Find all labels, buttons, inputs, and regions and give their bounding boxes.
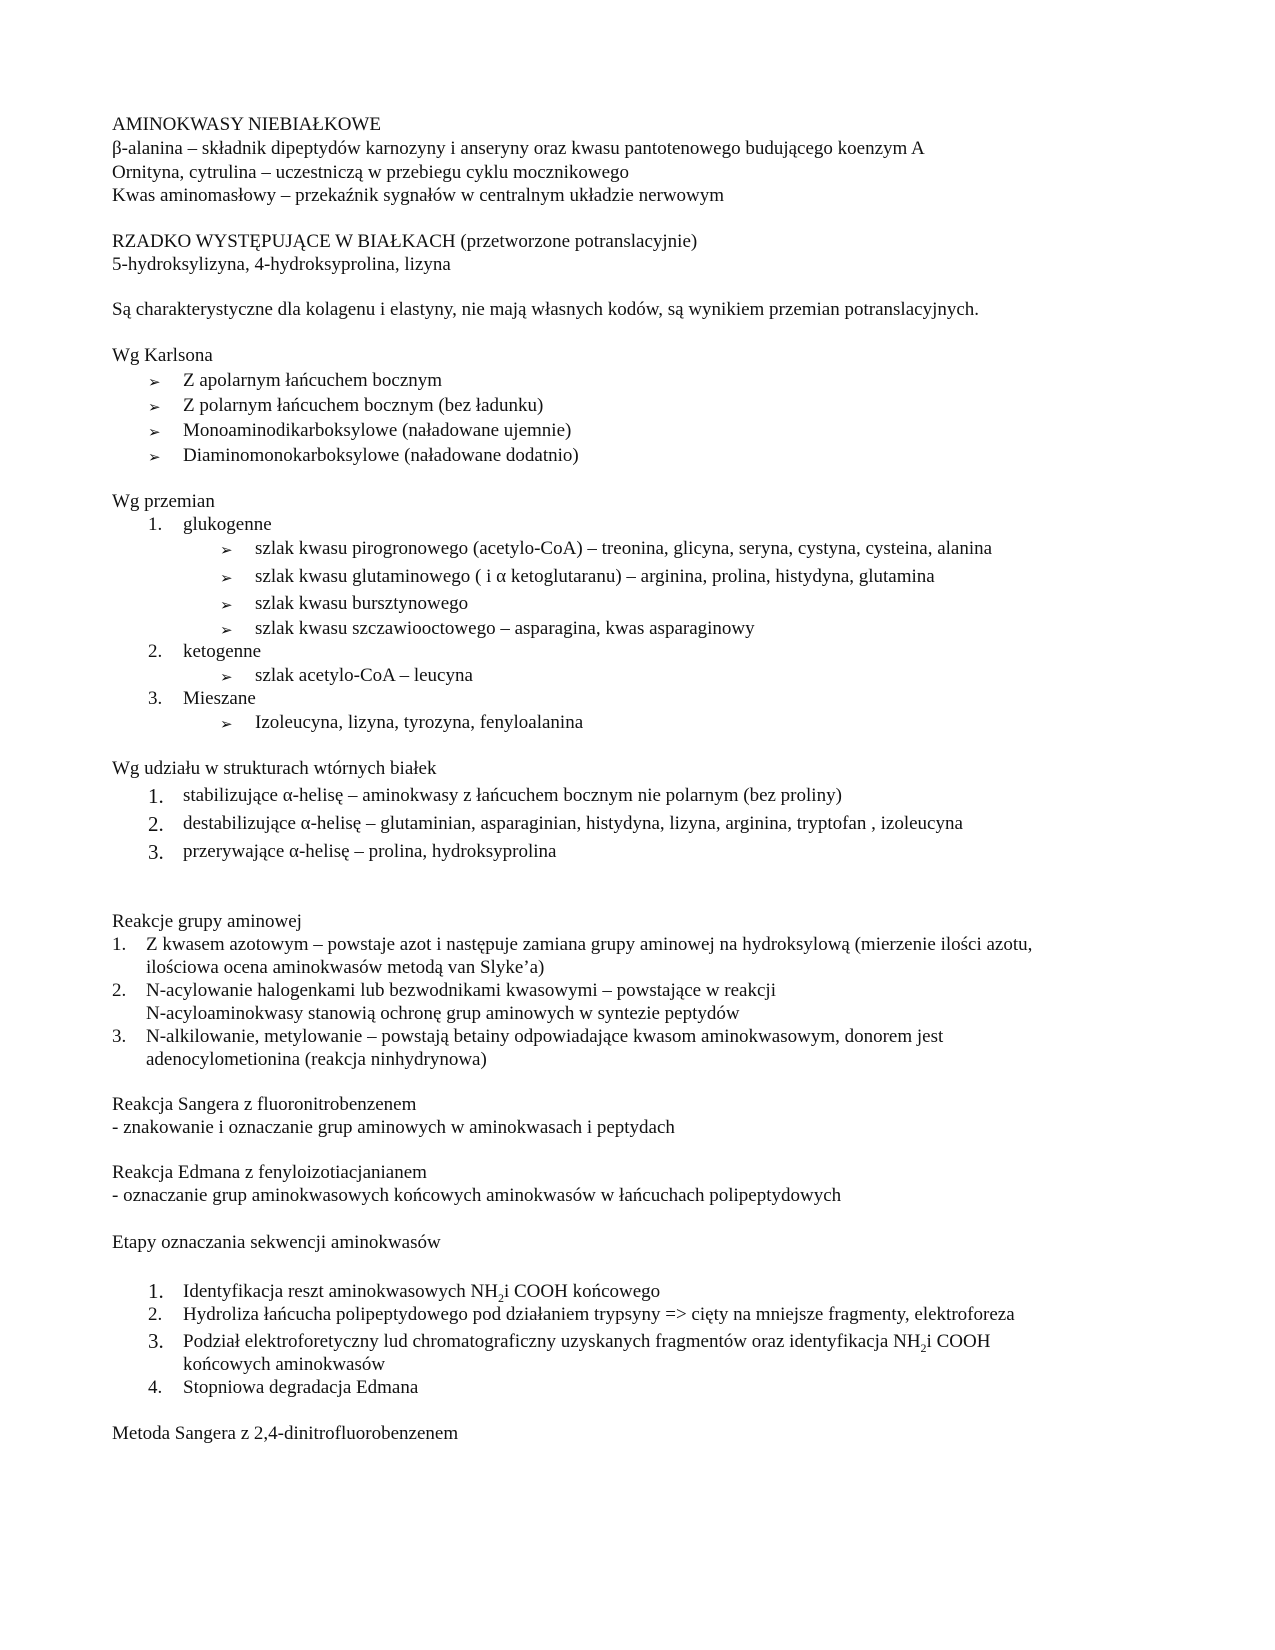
list-number: 2. [148,641,163,662]
list-number: 1. [148,1279,164,1303]
heading-sanger-method: Metoda Sangera z 2,4-dinitrofluorobenzenem [112,1423,459,1444]
list-item: glukogenne [183,514,272,535]
text-line: 5-hydroksylizyna, 4-hydroksyprolina, lizyna [112,254,451,275]
arrow-bullet-icon: ➢ [148,448,161,466]
list-item: Diaminomonokarboksylowe (naładowane dodatnio) [183,445,579,466]
sub-list-item: szlak acetylo-CoA – leucyna [255,665,473,686]
heading-karlson: Wg Karlsona [112,345,213,366]
text-line: - znakowanie i oznaczanie grup aminowych w aminokwasach i peptydach [112,1117,675,1138]
arrow-bullet-icon: ➢ [148,423,161,441]
arrow-bullet-icon: ➢ [220,715,233,733]
list-number: 3. [148,688,163,709]
list-item: Hydroliza łańcucha polipeptydowego pod działaniem trypsyny => cięty na mniejsze fragmenty, elektroforeza [183,1304,1015,1325]
list-item: Podział elektroforetyczny lud chromatograficzny uzyskanych fragmentów oraz identyfikacja $NH_2i$ COOH [183,1331,991,1355]
list-item: Z polarnym łańcuchem bocznym (bez ładunku) [183,395,544,416]
heading-rare: RZADKO WYSTĘPUJĄCE W BIAŁKACH (przetworzone potranslacyjnie) [112,231,698,252]
list-item: N-alkilowanie, metylowanie – powstają betainy odpowiadające kwasom aminokwasowym, donorem jest [146,1026,944,1047]
arrow-bullet-icon: ➢ [220,541,233,559]
list-item: przerywające α-helisę – prolina, hydroksyprolina [183,841,557,862]
sub-list-item: szlak kwasu pirogronowego (acetylo-CoA) – treonina, glicyna, seryna, cystyna, cysteina, alanina [255,538,993,559]
list-number: 2. [148,812,164,836]
list-number: 2. [148,1304,163,1325]
list-item: Z apolarnym łańcuchem bocznym [183,370,443,391]
list-item-continuation: adenocylometionina (reakcja ninhydrynowa) [146,1049,487,1070]
list-item: destabilizujące α-helisę – glutaminian, asparaginian, histydyna, lizyna, arginina, tryptofan , izoleucyna [183,813,963,834]
sub-list-item: szlak kwasu glutaminowego ( i α ketoglutaranu) – arginina, prolina, histydyna, glutamina [255,566,935,587]
list-item: ketogenne [183,641,262,662]
list-item: Monoaminodikarboksylowe (naładowane ujemnie) [183,420,572,441]
list-number: 3. [148,1329,164,1353]
heading-metabolism: Wg przemian [112,491,215,512]
text-line: Kwas aminomasłowy – przekaźnik sygnałów w centralnym układzie nerwowym [112,185,725,206]
list-number: 1. [112,934,127,955]
heading-nonprotein: AMINOKWASY NIEBIAŁKOWE [112,114,381,135]
list-item: Mieszane [183,688,256,709]
list-number: 1. [148,784,164,808]
arrow-bullet-icon: ➢ [148,398,161,416]
text-line: Ornityna, cytrulina – uczestniczą w przebiegu cyklu mocznikowego [112,162,630,183]
list-item-continuation: ilościowa ocena aminokwasów metodą van Slyke’a) [146,957,545,978]
list-item: Identyfikacja reszt aminokwasowych $NH_2i$ COOH końcowego [183,1281,661,1305]
list-item-continuation: N-acyloaminokwasy stanowią ochronę grup aminowych w syntezie peptydów [146,1003,740,1024]
text-line: β-alanina – składnik dipeptydów karnozyny i anseryny oraz kwasu pantotenowego budującego koenzym A [112,138,925,159]
heading-edman: Reakcja Edmana z fenyloizotiacjanianem [112,1162,427,1183]
list-item: N-acylowanie halogenkami lub bezwodnikami kwasowymi – powstające w reakcji [146,980,776,1001]
sub-list-item: Izoleucyna, lizyna, tyrozyna, fenyloalanina [255,712,584,733]
arrow-bullet-icon: ➢ [220,668,233,686]
heading-secondary: Wg udziału w strukturach wtórnych białek [112,758,437,779]
arrow-bullet-icon: ➢ [220,569,233,587]
text-line: - oznaczanie grup aminokwasowych końcowych aminokwasów w łańcuchach polipeptydowych [112,1185,842,1206]
list-item: Z kwasem azotowym – powstaje azot i następuje zamiana grupy aminowej na hydroksylową (mierzenie ilości azotu, [146,934,1033,955]
arrow-bullet-icon: ➢ [148,373,161,391]
collagen-note: Są charakterystyczne dla kolagenu i elastyny, nie mają własnych kodów, są wynikiem przemian potranslacyjnych. [112,299,980,320]
sub-list-item: szlak kwasu szczawiooctowego – asparagina, kwas asparaginowy [255,618,755,639]
arrow-bullet-icon: ➢ [220,596,233,614]
list-number: 1. [148,514,163,535]
arrow-bullet-icon: ➢ [220,621,233,639]
list-number: 2. [112,980,127,1001]
list-number: 3. [148,840,164,864]
list-number: 4. [148,1377,163,1398]
list-item-continuation: końcowych aminokwasów [183,1354,386,1375]
heading-amino-reactions: Reakcje grupy aminowej [112,911,302,932]
list-number: 3. [112,1026,127,1047]
sub-list-item: szlak kwasu bursztynowego [255,593,469,614]
list-item: stabilizujące α-helisę – aminokwasy z łańcuchem bocznym nie polarnym (bez proliny) [183,785,842,806]
heading-sequencing: Etapy oznaczania sekwencji aminokwasów [112,1232,441,1253]
heading-sanger: Reakcja Sangera z fluoronitrobenzenem [112,1094,417,1115]
list-item: Stopniowa degradacja Edmana [183,1377,419,1398]
